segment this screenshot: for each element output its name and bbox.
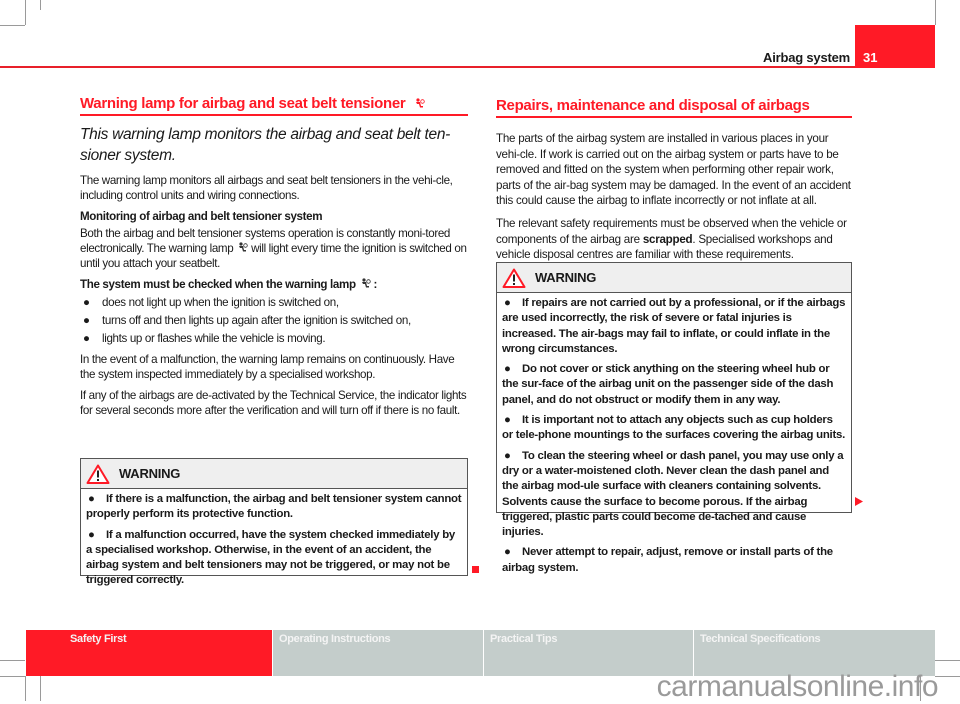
crop-mark [0,25,25,26]
footer-tab-safety-first[interactable]: Safety First [26,630,272,676]
crop-mark [40,0,41,10]
warning-item: ● If repairs are not carried out by a professional, or if the airbags are used incorrectly, the risk of severe or fatal injuries is increased. The air-bags may fail to inflate, or could inflate in the wrong circumstances. [502,297,846,355]
warning-item: ● Do not cover or stick anything on the steering wheel hub or the sur-face of the airbag unit on the passenger side of the dash panel, and do not obstruct or modify them in any way. [502,363,834,406]
paragraph: If any of the airbags are de-activated by the Technical Service, the indicator lights for several seconds more after the verification and will turn off if there is no fault. [80,389,467,417]
warning-box [80,458,468,587]
airbag-lamp-icon [236,242,248,253]
list-item: ● lights up or flashes while the vehicle is moving. [83,332,326,345]
footer-tab-practical-tips[interactable]: Practical Tips [484,630,693,676]
crop-mark [25,676,26,701]
subheading: Monitoring of airbag and belt tensioner system [80,210,323,223]
section-heading: Repairs, maintenance and disposal of airbags [496,98,852,118]
warning-header: WARNING [497,263,851,293]
crop-mark [935,660,960,661]
section-title: Airbag system [763,50,850,65]
section-heading: Warning lamp for airbag and seat belt tensioner [80,96,468,116]
footer-tab-operating-instructions[interactable]: Operating Instructions [273,630,483,676]
page-number: 31 [855,25,935,68]
warning-item: ● If there is a malfunction, the airbag and belt tensioner system cannot properly perform its protective function. [86,493,462,521]
crop-mark [40,676,41,701]
warning-header: WARNING [81,459,467,489]
header-rule [0,66,856,68]
intro-subtitle: This warning lamp monitors the airbag and seat belt ten-sioner system. [80,126,451,164]
end-of-section-marker [472,566,479,573]
paragraph: The parts of the airbag system are installed in various places in your vehi-cle. If work is carried out on the airbag system or parts have to be removed and fitted on the system when performing other repair work, parts of the air-bag system may be damaged. In the event of an accident this could cause the airbag to inflate incorrectly or not inflate at all. [496,132,851,208]
footer-tab-technical-specifications[interactable]: Technical Specifications [694,630,935,676]
airbag-lamp-icon [359,278,371,289]
list-item: ● does not light up when the ignition is switched on, [83,296,339,309]
crop-mark [935,676,960,677]
continued-arrow-icon [855,497,863,506]
warning-item: ● Never attempt to repair, adjust, remove or install parts of the airbag system. [502,546,833,574]
paragraph: In the event of a malfunction, the warning lamp remains on continuously. Have the system inspected immediately by a specialised workshop. [80,353,455,381]
warning-box [496,262,852,574]
right-column [496,98,852,263]
watermark: carmanualsonline.info [656,670,938,703]
check-heading: The system must be checked when the warning lamp : [80,278,377,291]
crop-mark [935,0,936,25]
warning-item: ● It is important not to attach any objects such as cup holders or tele-phone mountings to the surfaces covering the airbag units. [502,414,845,442]
crop-mark [0,660,25,661]
crop-mark [0,676,25,677]
warning-triangle-icon [86,464,110,484]
list-item: ● turns off and then lights up again after the ignition is switched on, [83,314,411,327]
warning-item: ● To clean the steering wheel or dash panel, you may use only a dry or a water-moistened cloth. Never clean the dash panel and the airbag mod-ule surface with cleaners containing solvents. Solvents cause the surface to become porous. If the airbag triggered, plastic parts could become de-tached and cause injuries. [502,449,844,539]
left-column [80,96,468,418]
warning-triangle-icon [502,268,526,288]
paragraph: The relevant safety requirements must be observed when the vehicle or components of the airbag are scrapped. Specialised workshops and vehicle disposal centres are familiar with these requirements. [496,217,847,262]
crop-mark [25,0,26,25]
warning-item: ● If a malfunction occurred, have the system checked immediately by a specialised workshop. Otherwise, in the event of an accident, the airbag system and belt tensioners may not be triggered, or may not be triggered correctly. [86,528,456,587]
paragraph: The warning lamp monitors all airbags and seat belt tensioners in the vehi-cle, including control units and wiring connections. [80,174,453,202]
paragraph: Both the airbag and belt tensioner systems operation is constantly moni-tored electronically. The warning lamp will light every time the ignition is switched on until you attach your seatbelt. [80,227,467,270]
airbag-lamp-icon [413,98,425,109]
